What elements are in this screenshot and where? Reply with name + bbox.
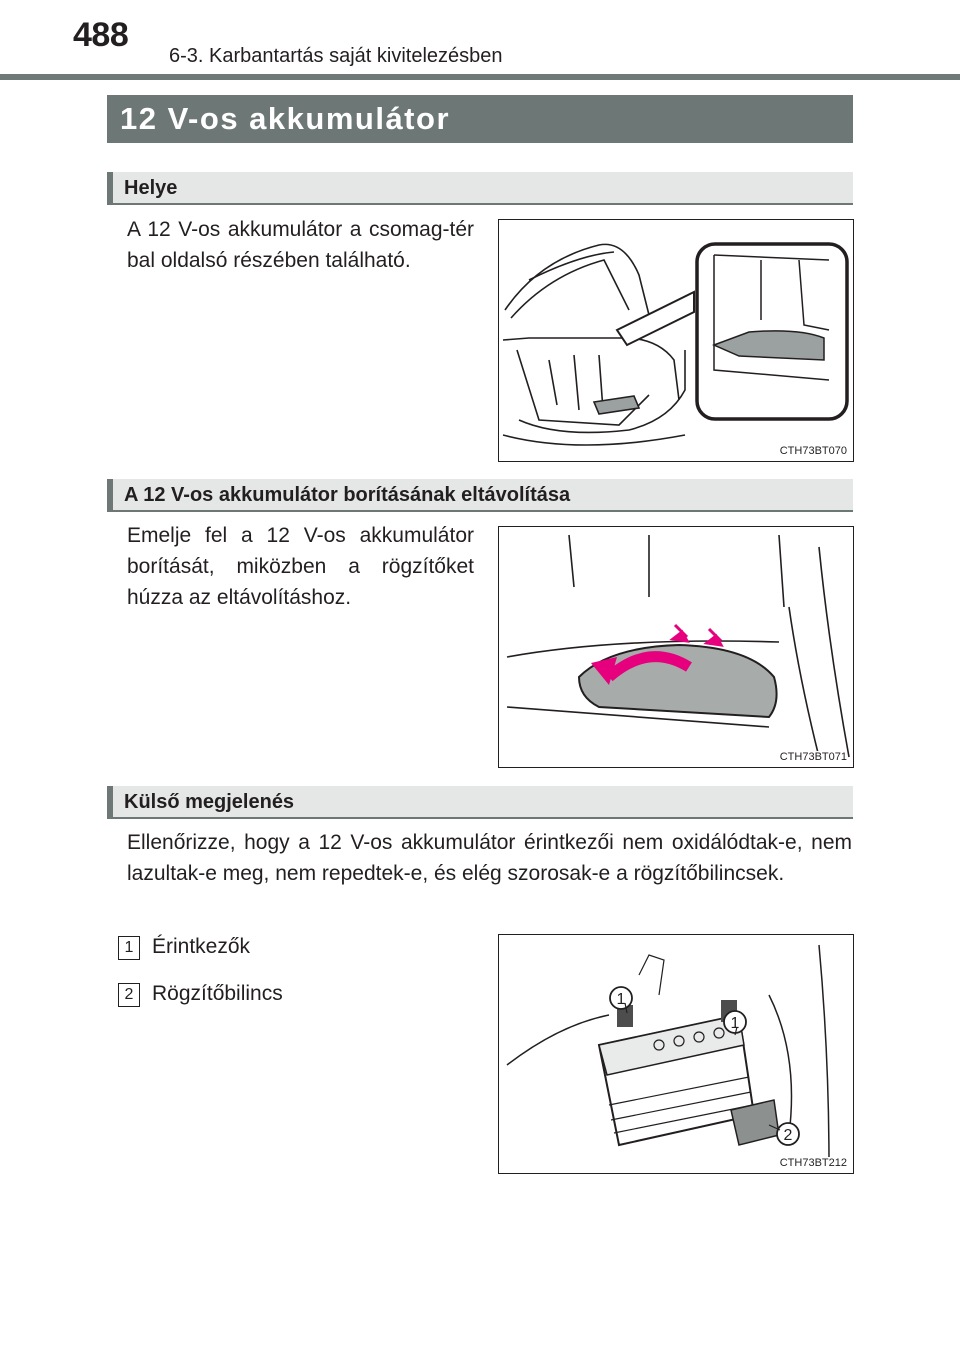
callout-terminal-left: 1 — [616, 991, 626, 1008]
running-head: 6-3. Karbantartás saját kivitelezésben — [169, 45, 503, 67]
section-heading-cover-removal: A 12 V-os akkumulátor borításának eltávolítása — [107, 479, 853, 512]
legend-item-clamp — [118, 980, 283, 1008]
section-heading-appearance: Külső megjelenés — [107, 786, 853, 819]
legend-label: Rögzítőbilincs — [152, 982, 283, 1005]
figure-code: CTH73BT212 — [777, 1157, 847, 1169]
page-number: 488 — [73, 16, 129, 54]
figure-code: CTH73BT070 — [777, 445, 847, 457]
cover-illustration — [499, 527, 853, 767]
battery-illustration — [499, 935, 853, 1173]
legend-label: Érintkezők — [152, 935, 251, 958]
figure-battery-appearance — [498, 934, 854, 1174]
figure-code: CTH73BT071 — [777, 751, 847, 763]
section-heading-location: Helye — [107, 172, 853, 205]
callout-terminal-right: 1 — [730, 1015, 740, 1032]
figure-cover-removal — [498, 526, 854, 768]
appearance-text: Ellenőrizze, hogy a 12 V-os akkumulátor érintkezői nem oxidálódtak-e, nem lazultak-e meg, nem repedtek-e, és elég szorosak-e a rögzítőbilincsek. — [127, 831, 852, 885]
figure-trunk-location — [498, 219, 854, 462]
legend-number: 1 — [118, 936, 140, 960]
header-rule — [0, 74, 960, 80]
callout-clamp: 2 — [783, 1127, 793, 1144]
legend-item-terminals — [118, 933, 250, 961]
legend-number: 2 — [118, 983, 140, 1007]
location-text: A 12 V-os akkumulátor a csomag-tér bal oldalsó részében található. — [127, 218, 474, 272]
trunk-illustration — [499, 220, 853, 461]
page-title: 12 V-os akkumulátor — [107, 95, 853, 143]
cover-removal-text: Emelje fel a 12 V-os akkumulátor borítását, miközben a rögzítőket húzza az eltávolításhoz. — [127, 524, 474, 609]
